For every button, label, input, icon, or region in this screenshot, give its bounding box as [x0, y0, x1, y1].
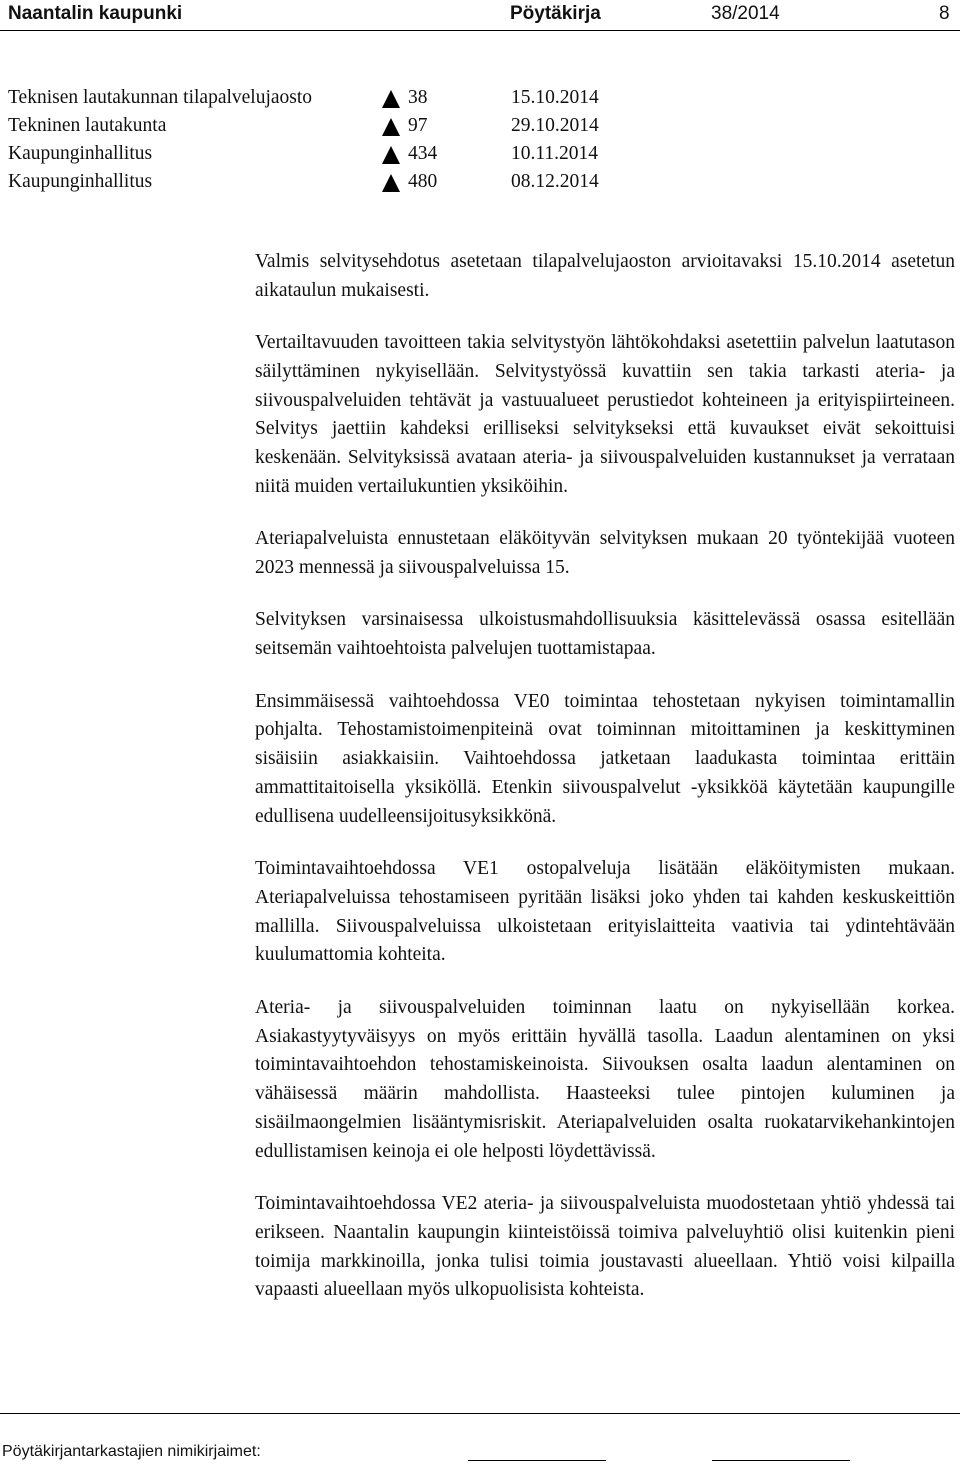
handling-history	[8, 84, 648, 196]
paragraph: Ensimmäisessä vaihtoehdossa VE0 toimintaa tehostetaan nykyisen toimintamallin pohjalta. Tehostamistoimenpiteinä ovat toiminnan mitoittaminen ja keskittyminen sisäisiin asiakkaisiin. Vaihtoehdossa jatketaan laadukasta toimintaa erittäin ammattitaitoisella yksiköllä. Etenkin siivouspalvelut -yksikköä käytetään kaupungille edullisena uudelleensijoitusyksikkönä.	[255, 690, 955, 827]
history-date: 08.12.2014	[511, 171, 599, 192]
history-section: 434	[408, 143, 438, 164]
paragraph: Ateriapalveluista ennustetaan eläköityvän selvityksen mukaan 20 työntekijää vuoteen 2023 mennessä ja siivouspalveluissa 15.	[255, 528, 955, 579]
page-header	[0, 0, 960, 31]
paragraph: Ateria- ja siivouspalveluiden toiminnan laatu on nykyisellään korkea. Asiakastyytyväisyys on myös erittäin hyvällä tasolla. Laadun alentaminen on yksi toimintavaihtoehdon tehostamiskeinoista. Siivouksen osalta laadun alentaminen on vähäisessä määrin mahdollista. Haasteeksi tulee pintojen kuluminen ja sisäilmaongelmien lisääntymisriskit. Ateriapalveluiden osalta ruokatarvikehankintojen edullistamisen keinoja ei ole helposti löydettävissä.	[255, 996, 955, 1162]
document-body	[255, 248, 955, 1329]
history-row	[8, 168, 648, 196]
history-date: 10.11.2014	[511, 143, 599, 164]
initials-line	[712, 1460, 850, 1461]
paragraph: Toimintavaihtoehdossa VE2 ateria- ja siivouspalveluista muodostetaan yhtiö yhdessä tai erikseen. Naantalin kaupungin kiinteistöissä toimiva palveluyhtiö olisi kuitenkin pieni toimija markkinoilla, jonka tulisi toimia joustavasti alueellaan. Yhtiö voisi kilpailla vapaasti alueellaan myös ulkopuolisista kohteista.	[255, 1193, 955, 1301]
triangle-icon	[382, 118, 400, 136]
document-type: Pöytäkirja	[510, 3, 601, 24]
history-row	[8, 112, 648, 140]
footer-divider	[0, 1413, 960, 1414]
organization-name: Naantalin kaupunki	[8, 3, 183, 24]
history-row	[8, 84, 648, 112]
history-body: Kaupunginhallitus	[8, 171, 153, 192]
initials-line	[468, 1460, 606, 1461]
triangle-icon	[382, 90, 400, 108]
history-section: 97	[408, 115, 428, 136]
paragraph: Selvityksen varsinaisessa ulkoistusmahdollisuuksia käsittelevässä osassa esitellään seitsemän vaihtoehtoista palvelujen tuottamistapaa.	[255, 609, 955, 660]
paragraph: Vertailtavuuden tavoitteen takia selvitystyön lähtökohdaksi asetettiin palvelun laatutason säilyttäminen nykyisellään. Selvitystyössä kuvattiin sen takia tarkasti ateria- ja siivouspalveluiden tehtävät ja vastuualueet perustiedot kohteineen ja erityispiirteineen. Selvitys jaettiin kahdeksi erilliseksi selvitykseksi että kuvaukset eivät sekoittuisi keskenään. Selvityksissä avataan ateria- ja siivouspalveluiden kustannukset ja verrataan niitä muiden vertailukuntien yksiköihin.	[255, 332, 955, 498]
history-body: Kaupunginhallitus	[8, 143, 153, 164]
history-date: 29.10.2014	[511, 115, 599, 136]
triangle-icon	[382, 146, 400, 164]
paragraph: Toimintavaihtoehdossa VE1 ostopalveluja lisätään eläköitymisten mukaan. Ateriapalveluissa tehostamiseen pyritään lisäksi joko yhden tai kahden keskuskeittiön mallilla. Siivouspalveluissa ulkoistetaan erityislaitteita vaativia tai ydintehtävään kuulumattomia kohteita.	[255, 858, 955, 966]
history-section: 38	[408, 87, 428, 108]
history-date: 15.10.2014	[511, 87, 599, 108]
triangle-icon	[382, 174, 400, 192]
history-body: Teknisen lautakunnan tilapalvelujaosto	[8, 87, 313, 108]
history-body: Tekninen lautakunta	[8, 115, 167, 136]
history-section: 480	[408, 171, 438, 192]
paragraph: Valmis selvitysehdotus asetetaan tilapalvelujaoston arvioitavaksi 15.10.2014 asetetun aikataulun mukaisesti.	[255, 251, 955, 301]
footer-label: Pöytäkirjantarkastajien nimikirjaimet:	[2, 1443, 261, 1460]
document-number: 38/2014	[711, 3, 780, 24]
history-row	[8, 140, 648, 168]
page-number: 8	[939, 3, 950, 24]
